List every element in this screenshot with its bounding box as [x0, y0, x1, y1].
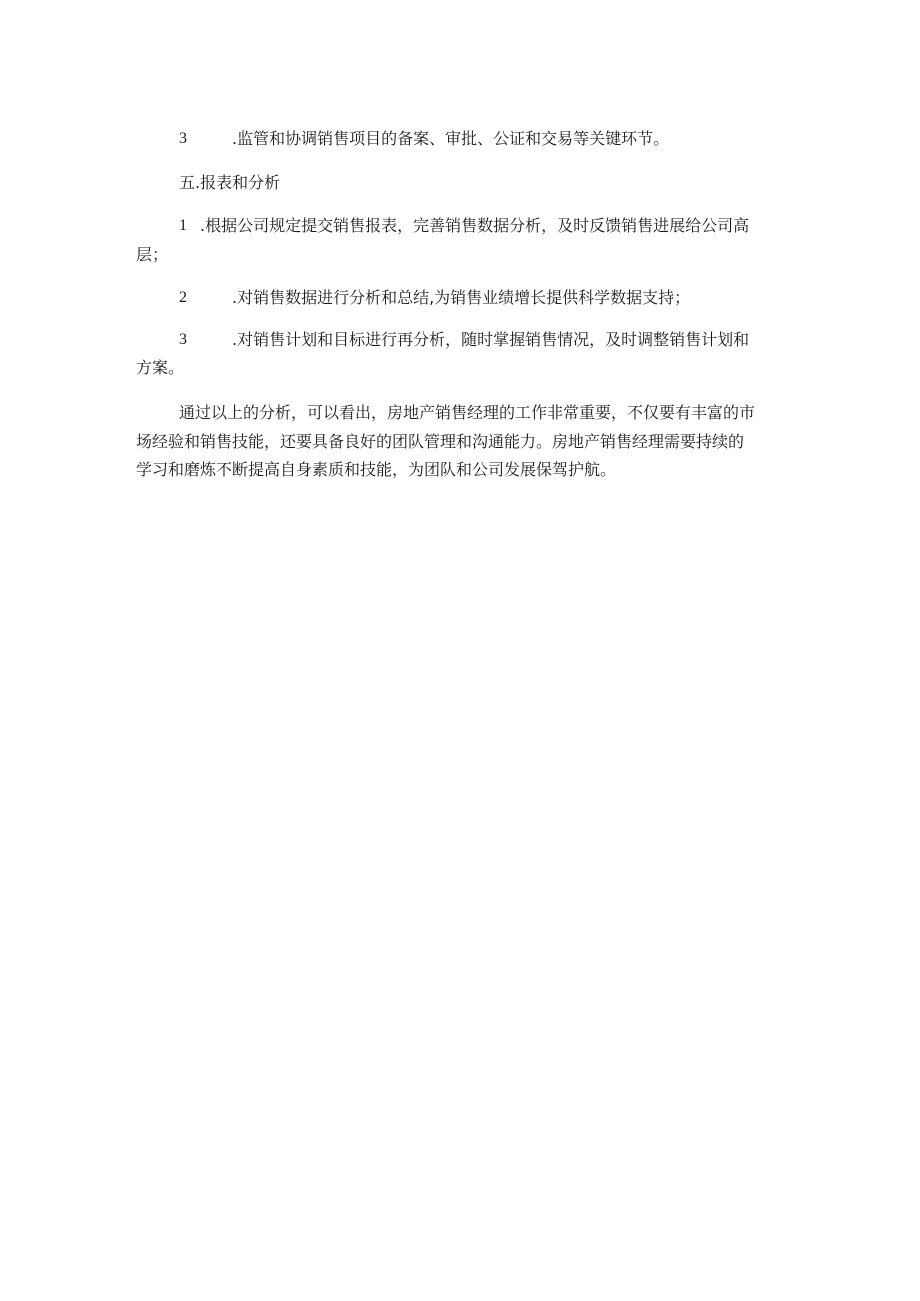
list-item-text-continued: 方案。 — [136, 358, 185, 377]
list-item-number: 3 — [179, 331, 187, 348]
list-item-number: 2 — [179, 289, 187, 306]
conclusion-line: 通过以上的分析，可以看出，房地产销售经理的工作非常重要，不仅要有丰富的市 — [179, 403, 756, 422]
section-heading: 五.报表和分析 — [179, 173, 281, 192]
list-item-text-continued: 层； — [136, 245, 169, 264]
list-item-text: .对销售数据进行分析和总结,为销售业绩增长提供科学数据支持； — [232, 288, 691, 307]
conclusion-line: 学习和磨炼不断提高自身素质和技能，为团队和公司发展保驾护航。 — [136, 460, 617, 479]
list-item-number: 3 — [179, 130, 187, 147]
list-item-number: 1 — [179, 217, 187, 234]
list-item-text: .根据公司规定提交销售报表，完善销售数据分析，及时反馈销售进展给公司高 — [200, 216, 750, 235]
list-item-text: .监管和协调销售项目的备案、审批、公证和交易等关键环节。 — [232, 129, 670, 148]
conclusion-line: 场经验和销售技能，还要具备良好的团队管理和沟通能力。房地产销售经理需要持续的 — [136, 432, 745, 451]
list-item-text: .对销售计划和目标进行再分析，随时掌握销售情况，及时调整销售计划和 — [232, 330, 750, 349]
